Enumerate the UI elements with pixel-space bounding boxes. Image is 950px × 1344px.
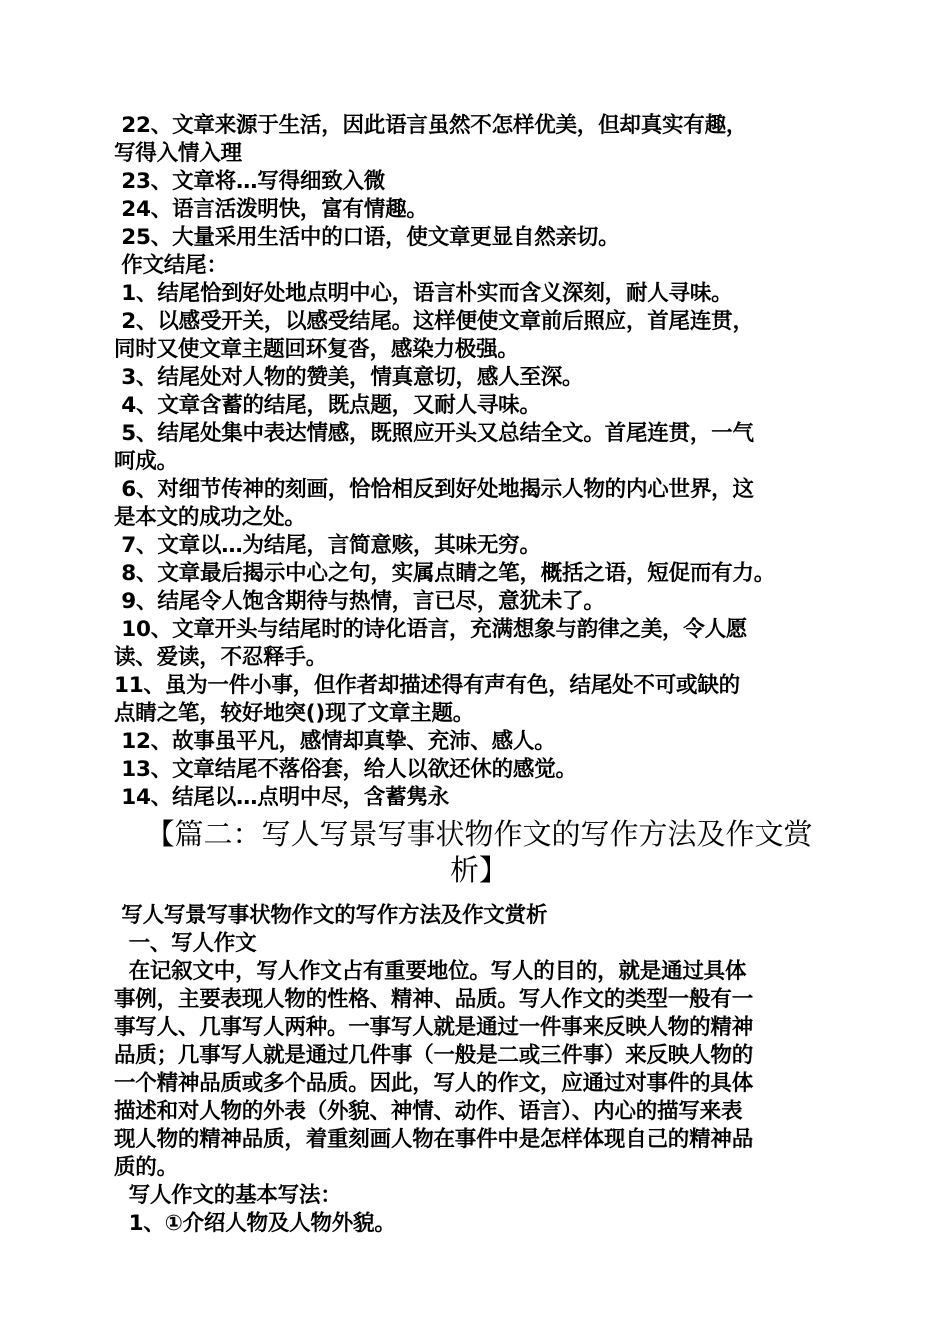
text-line: 读、爱读，不忍释手。 [114, 645, 328, 670]
text-line: 是本文的成功之处。 [114, 505, 306, 530]
text-line: 1、结尾恰到好处地点明中心，语言朴实而含义深刻，耐人寻味。 [114, 281, 733, 306]
text-line: 24、语言活泼明快，富有情趣。 [114, 197, 428, 222]
text-line: 事写人、几事写人两种。一事写人就是通过一件事来反映人物的精神 [114, 1015, 754, 1040]
text-line: 写得入情入理 [114, 141, 242, 166]
text-line: 品质；几事写人就是通过几件事（一般是二或三件事）来反映人物的 [114, 1043, 754, 1068]
text-line: 2、以感受开关，以感受结尾。这样便使文章前后照应，首尾连贯， [114, 309, 754, 334]
text-line: 12、故事虽平凡，感情却真挚、充沛、感人。 [114, 729, 556, 754]
text-line: 同时又使文章主题回环复沓，感染力极强。 [114, 337, 519, 362]
text-line: 14、结尾以…点明中尽，含蓄隽永 [114, 785, 450, 810]
text-line: 11、虽为一件小事，但作者却描述得有声有色，结尾处不可或缺的 [114, 673, 740, 698]
text-line: 25、大量采用生活中的口语，使文章更显自然亲切。 [114, 225, 620, 250]
text-line: 23、文章将…写得细致入微 [114, 169, 386, 194]
subheading: 一、写人作文 [114, 931, 257, 956]
subheading: 作文结尾： [114, 253, 228, 278]
subheading: 写人作文的基本写法： [114, 1183, 342, 1208]
text-line: 5、结尾处集中表达情感，既照应开头又总结全文。首尾连贯，一气 [114, 421, 754, 446]
section-writing-methods [114, 902, 844, 1238]
section-endings [114, 112, 844, 812]
text-line: 22、文章来源于生活，因此语言虽然不怎样优美，但却真实有趣， [114, 113, 748, 138]
text-line: 质的。 [114, 1155, 178, 1180]
text-line: 8、文章最后揭示中心之句，实属点睛之笔，概括之语，短促而有力。 [114, 561, 776, 586]
section-heading: 【篇二：写人写景写事状物作文的写作方法及作文赏析】 [145, 817, 813, 887]
text-line: 10、文章开头与结尾时的诗化语言，充满想象与韵律之美，令人愿 [114, 617, 748, 642]
text-line: 6、对细节传神的刻画，恰恰相反到好处地揭示人物的内心世界，这 [114, 477, 754, 502]
text-line: 3、结尾处对人物的赞美，情真意切，感人至深。 [114, 365, 584, 390]
text-line: 现人物的精神品质，着重刻画人物在事件中是怎样体现自己的精神品 [114, 1127, 754, 1152]
text-line: 点睛之笔，较好地突()现了文章主题。 [114, 701, 475, 726]
section-title: 写人写景写事状物作文的写作方法及作文赏析 [114, 903, 548, 928]
text-line: 一个精神品质或多个品质。因此，写人的作文，应通过对事件的具体 [114, 1071, 754, 1096]
text-line: 7、文章以…为结尾，言简意赅，其味无穷。 [114, 533, 541, 558]
text-line: 描述和对人物的外表（外貌、神情、动作、语言）、内心的描写来表 [114, 1099, 743, 1124]
text-line: 4、文章含蓄的结尾，既点题，又耐人寻味。 [114, 393, 541, 418]
text-line: 事例，主要表现人物的性格、精神、品质。写人作文的类型一般有一 [114, 987, 754, 1012]
document-body [114, 112, 844, 1238]
text-line: 在记叙文中，写人作文占有重要地位。写人的目的，就是通过具体 [114, 959, 747, 984]
spacer [114, 888, 844, 902]
text-line: 1、①介绍人物及人物外貌。 [114, 1211, 396, 1236]
text-line: 13、文章结尾不落俗套，给人以欲还休的感觉。 [114, 757, 577, 782]
text-line: 9、结尾令人饱含期待与热情，言已尽，意犹未了。 [114, 589, 605, 614]
text-line: 呵成。 [114, 449, 178, 474]
